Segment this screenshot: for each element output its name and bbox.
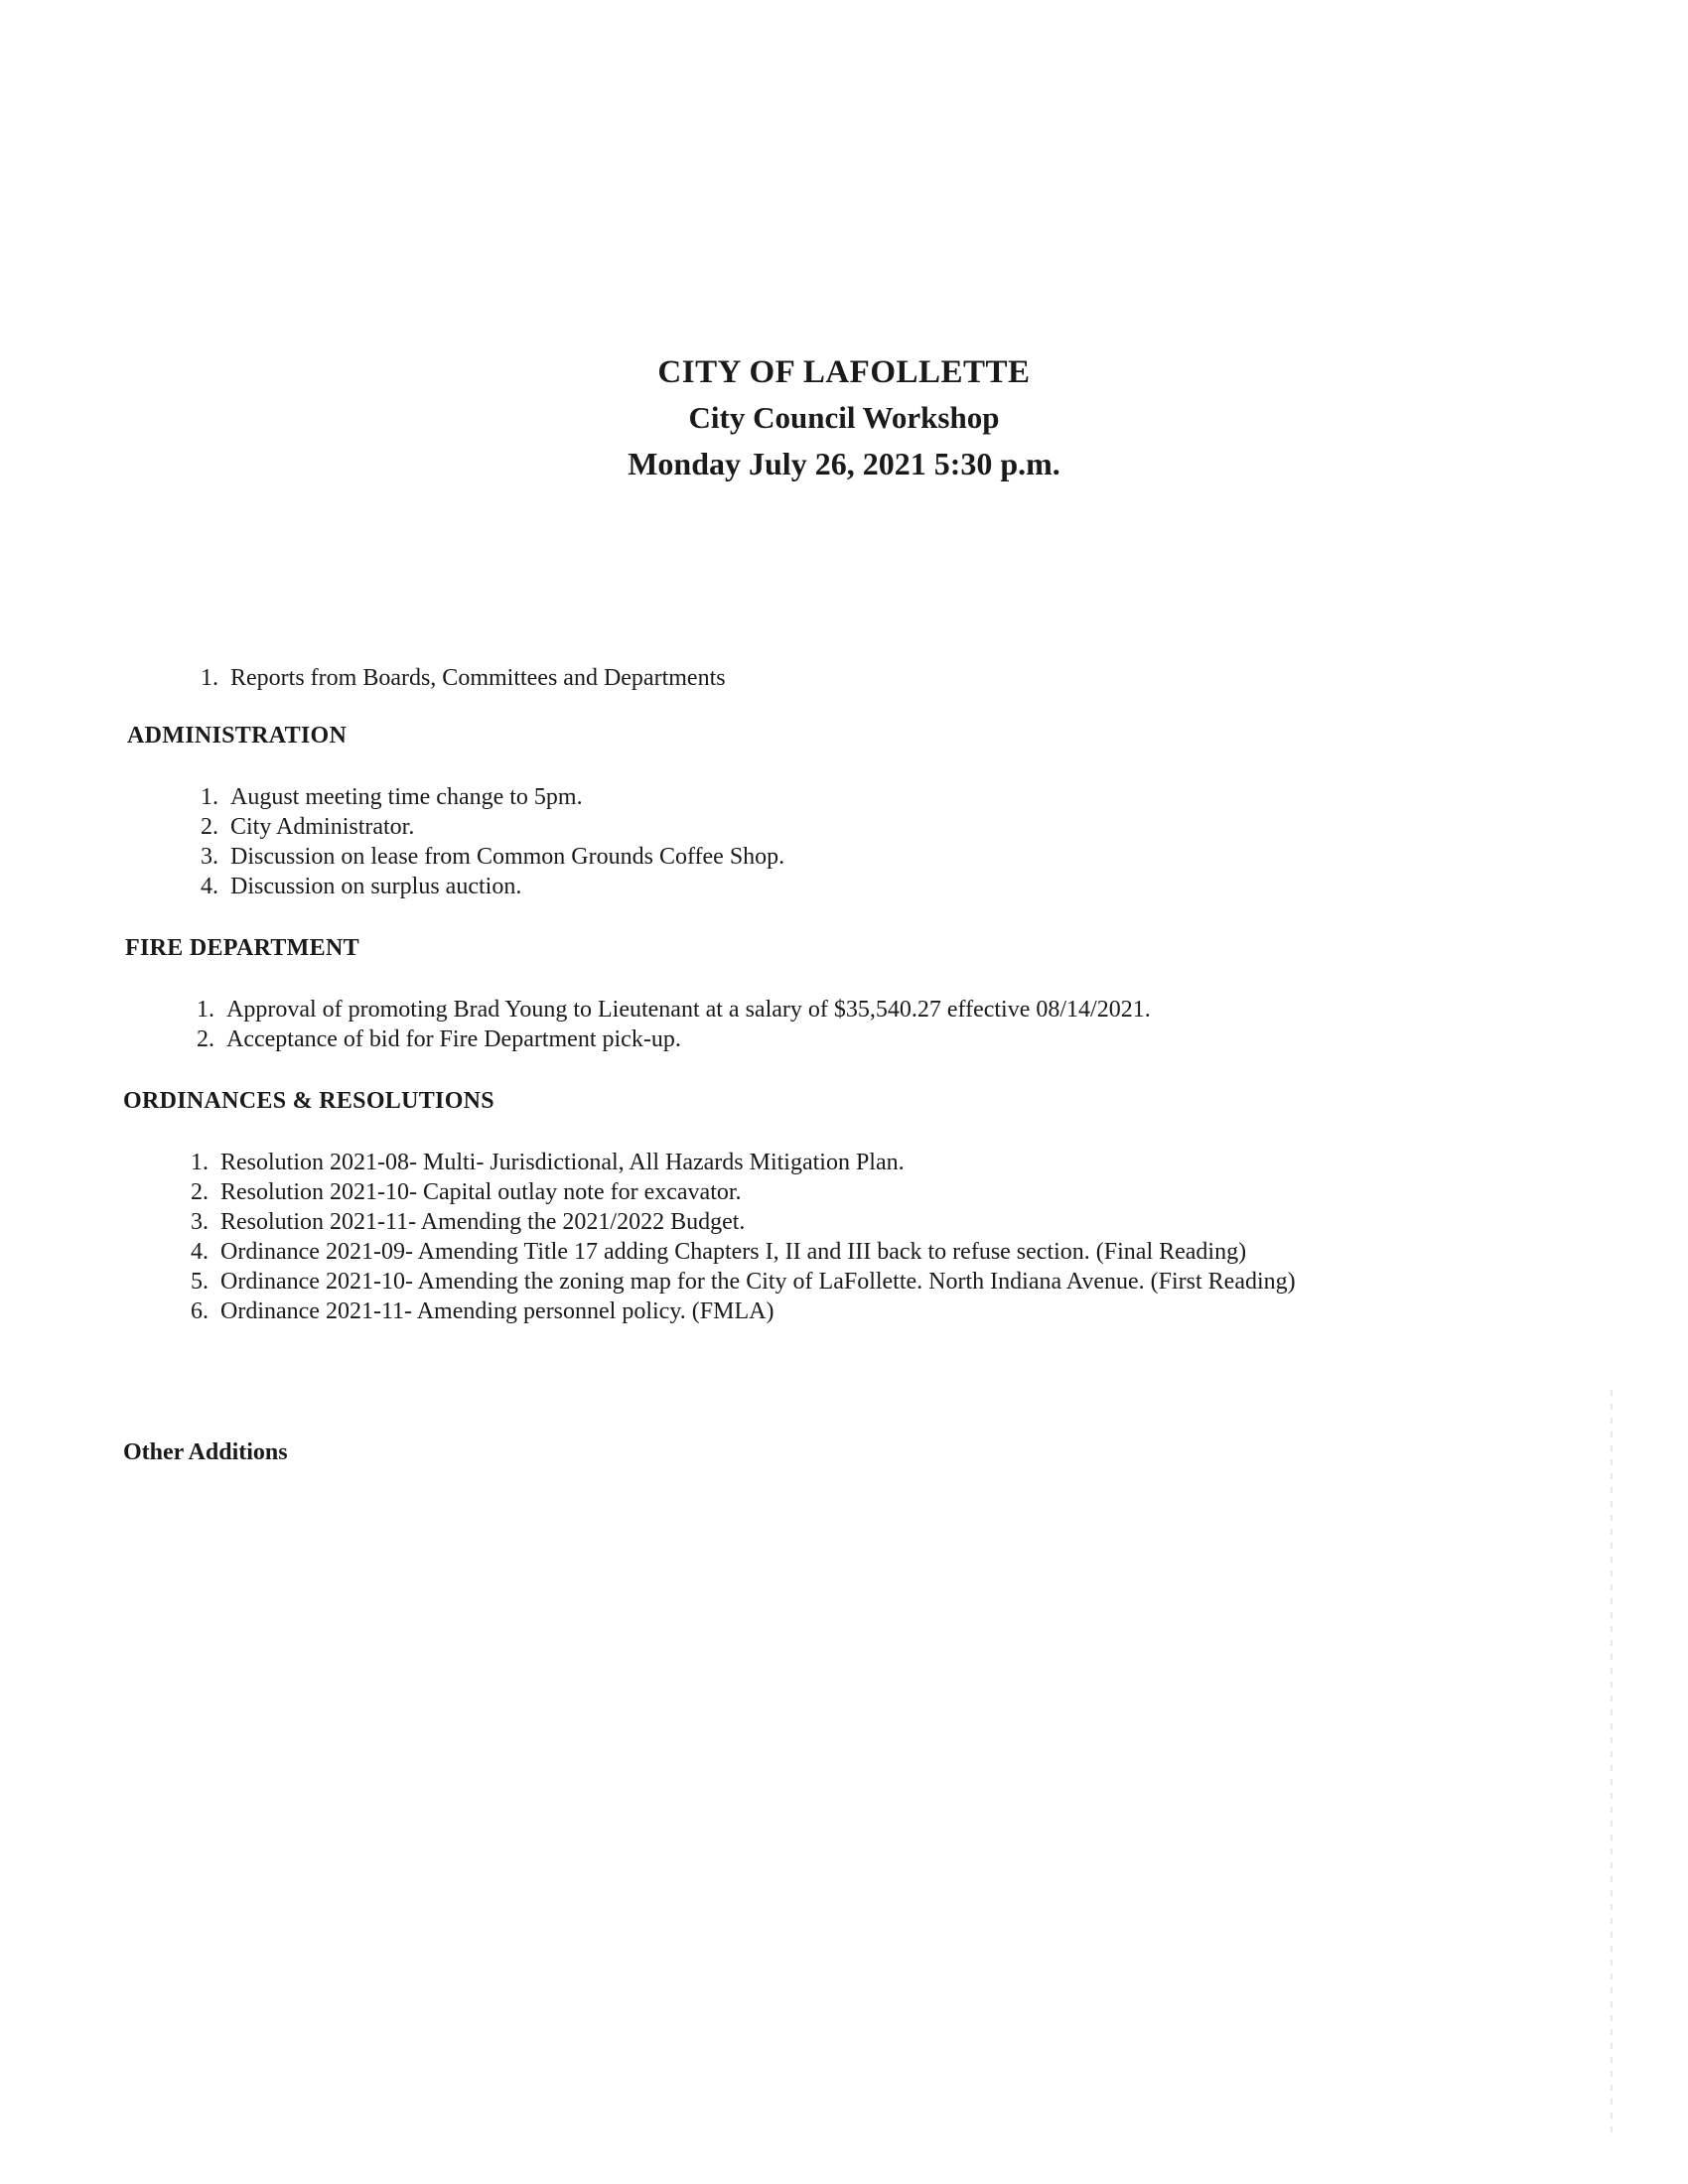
item-number: 5. — [191, 1269, 209, 1295]
list-item — [163, 1177, 1296, 1207]
ordinances-list — [163, 1148, 1296, 1326]
item-number: 1. — [197, 997, 214, 1023]
agenda-header — [0, 349, 1688, 486]
item-text: Approval of promoting Brad Young to Lieutenant at a salary of $35,540.27 effective 08/14/2021. — [226, 997, 1151, 1023]
city-title: CITY OF LAFOLLETTE — [657, 354, 1031, 390]
section-title-fire-department: FIRE DEPARTMENT — [125, 935, 359, 961]
item-number: 3. — [191, 1209, 209, 1235]
other-additions-heading: Other Additions — [123, 1439, 288, 1465]
item-text: Discussion on surplus auction. — [230, 874, 522, 899]
item-number: 1. — [201, 784, 218, 810]
item-number: 3. — [201, 844, 218, 870]
list-item — [169, 995, 1151, 1024]
item-number: 4. — [191, 1239, 209, 1265]
meeting-datetime: Monday July 26, 2021 5:30 p.m. — [628, 446, 1060, 481]
item-text: Ordinance 2021-09- Amending Title 17 adding Chapters I, II and III back to refuse section. (Final Reading) — [220, 1239, 1247, 1265]
item-number: 2. — [201, 814, 218, 840]
item-text: Resolution 2021-10- Capital outlay note for excavator. — [220, 1179, 742, 1205]
list-item — [173, 842, 784, 872]
item-text: Resolution 2021-11- Amending the 2021/2022 Budget. — [220, 1209, 746, 1235]
item-text: Ordinance 2021-10- Amending the zoning map for the City of LaFollette. North Indiana Avenue. (First Reading) — [220, 1269, 1296, 1295]
item-text: August meeting time change to 5pm. — [230, 784, 583, 810]
list-item — [173, 812, 784, 842]
intro-item-number: 1. — [201, 665, 218, 691]
list-item — [173, 782, 784, 812]
intro-item-text: Reports from Boards, Committees and Departments — [230, 665, 726, 691]
list-item — [163, 1237, 1296, 1267]
item-text: Acceptance of bid for Fire Department pick-up. — [226, 1026, 681, 1052]
fire-department-list — [169, 995, 1151, 1054]
section-title-administration: ADMINISTRATION — [127, 723, 348, 749]
item-number: 4. — [201, 874, 218, 899]
list-item — [169, 1024, 1151, 1054]
list-item — [173, 872, 784, 901]
scan-edge-artifact — [1611, 1390, 1613, 2134]
item-number: 2. — [191, 1179, 209, 1205]
item-number: 2. — [197, 1026, 214, 1052]
administration-list — [173, 782, 784, 901]
list-item — [163, 1207, 1296, 1237]
meeting-title: City Council Workshop — [688, 400, 1000, 435]
item-number: 1. — [191, 1150, 209, 1175]
item-text: Discussion on lease from Common Grounds Coffee Shop. — [230, 844, 785, 870]
item-text: Resolution 2021-08- Multi- Jurisdictional, All Hazards Mitigation Plan. — [220, 1150, 905, 1175]
item-number: 6. — [191, 1298, 209, 1324]
section-title-ordinances-resolutions: ORDINANCES & RESOLUTIONS — [123, 1088, 494, 1114]
list-item — [163, 1148, 1296, 1177]
item-text: City Administrator. — [230, 814, 415, 840]
item-text: Ordinance 2021-11- Amending personnel policy. (FMLA) — [220, 1298, 774, 1324]
list-item — [163, 1267, 1296, 1297]
intro-item — [173, 665, 726, 692]
list-item — [163, 1297, 1296, 1326]
